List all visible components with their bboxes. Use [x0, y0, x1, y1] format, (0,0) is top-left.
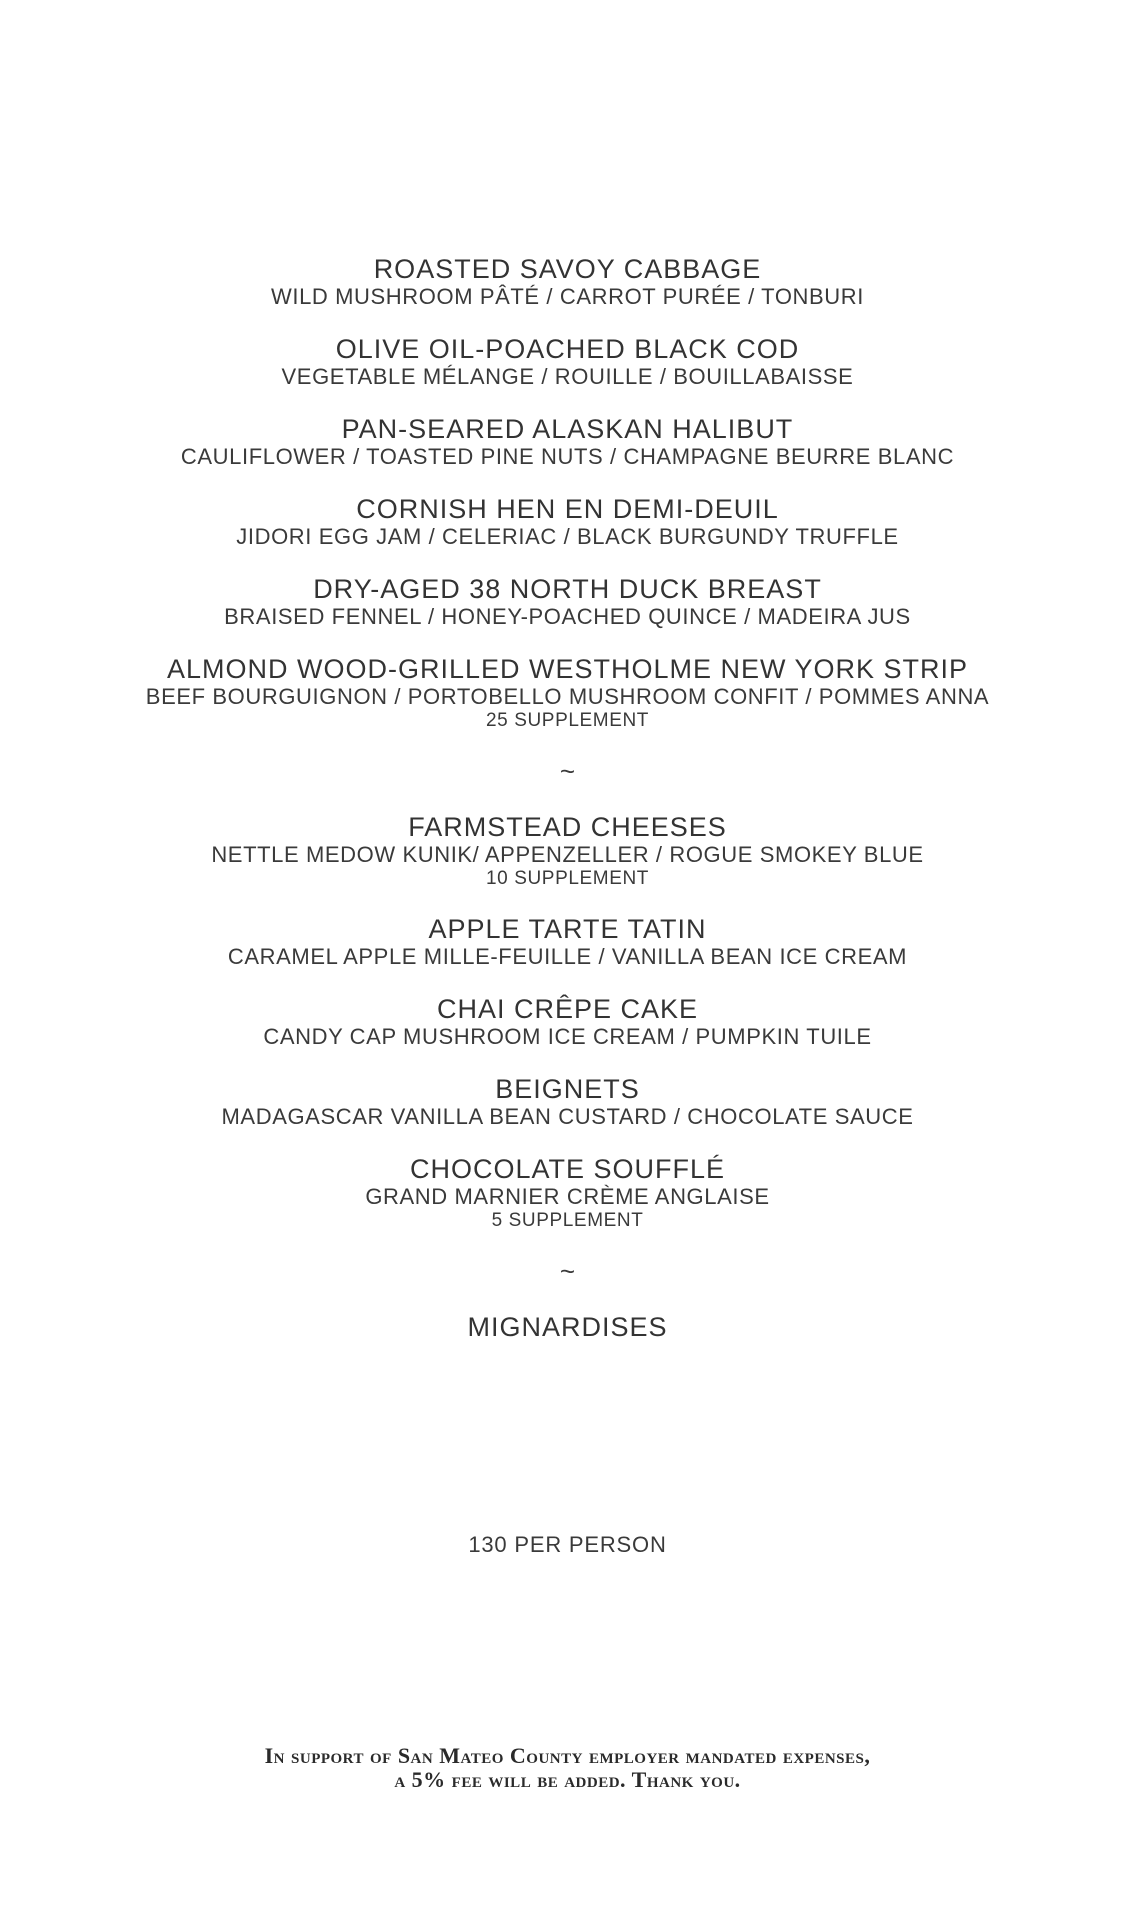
course-apple-tarte-tatin [0, 914, 1135, 970]
dish-description: MADAGASCAR VANILLA BEAN CUSTARD / CHOCOLATE SAUCE [221, 1104, 914, 1129]
course-cornish-hen [0, 494, 1135, 550]
dish-description: VEGETABLE MÉLANGE / ROUILLE / BOUILLABAISSE [281, 364, 854, 389]
dish-title: CHAI CRÊPE CAKE [436, 994, 699, 1024]
course-new-york-strip [0, 654, 1135, 732]
course-farmstead-cheeses [0, 812, 1135, 890]
dish-title: BEIGNETS [495, 1074, 640, 1104]
course-mignardises [0, 1312, 1135, 1342]
price-per-person: 130 PER PERSON [468, 1532, 667, 1557]
dish-title: CORNISH HEN EN DEMI-DEUIL [356, 494, 779, 524]
dish-title: ROASTED SAVOY CABBAGE [373, 254, 762, 284]
dish-title: OLIVE OIL-POACHED BLACK COD [335, 334, 800, 364]
dish-title: FARMSTEAD CHEESES [408, 812, 727, 842]
course-chocolate-souffle [0, 1154, 1135, 1232]
dish-title: MIGNARDISES [467, 1312, 668, 1342]
fee-notice [0, 1744, 1135, 1792]
menu [0, 254, 1135, 1342]
course-beignets [0, 1074, 1135, 1130]
dish-title: ALMOND WOOD-GRILLED WESTHOLME NEW YORK STRIP [166, 654, 969, 684]
dish-title: CHOCOLATE SOUFFLÉ [409, 1154, 726, 1184]
course-alaskan-halibut [0, 414, 1135, 470]
dish-supplement: 5 SUPPLEMENT [491, 1210, 644, 1231]
dish-description: CARAMEL APPLE MILLE-FEUILLE / VANILLA BEAN ICE CREAM [227, 944, 908, 969]
dish-description: BRAISED FENNEL / HONEY-POACHED QUINCE / MADEIRA JUS [224, 604, 911, 629]
dish-description: BEEF BOURGUIGNON / PORTOBELLO MUSHROOM CONFIT / POMMES ANNA [145, 684, 990, 709]
dish-description: NETTLE MEDOW KUNIK/ APPENZELLER / ROGUE SMOKEY BLUE [211, 842, 924, 867]
dish-title: DRY-AGED 38 NORTH DUCK BREAST [313, 574, 822, 604]
course-chai-crepe-cake [0, 994, 1135, 1050]
dish-title: PAN-SEARED ALASKAN HALIBUT [341, 414, 794, 444]
dish-description: CAULIFLOWER / TOASTED PINE NUTS / CHAMPAGNE BEURRE BLANC [180, 444, 955, 469]
tilde-divider: ~ [559, 1256, 576, 1286]
dish-description: GRAND MARNIER CRÈME ANGLAISE [365, 1184, 770, 1209]
dish-supplement: 25 SUPPLEMENT [485, 710, 650, 731]
dish-supplement: 10 SUPPLEMENT [485, 868, 650, 889]
course-roasted-savoy-cabbage [0, 254, 1135, 310]
course-black-cod [0, 334, 1135, 390]
dish-description: JIDORI EGG JAM / CELERIAC / BLACK BURGUNDY TRUFFLE [236, 524, 899, 549]
course-duck-breast [0, 574, 1135, 630]
tilde-divider: ~ [559, 756, 576, 786]
dish-description: CANDY CAP MUSHROOM ICE CREAM / PUMPKIN TUILE [263, 1024, 872, 1049]
dish-title: APPLE TARTE TATIN [428, 914, 707, 944]
dish-description: WILD MUSHROOM PÂTÉ / CARROT PURÉE / TONBURI [271, 284, 864, 309]
fee-notice-line-2: a 5% fee will be added. Thank you. [394, 1767, 741, 1792]
fee-notice-line-1: In support of San Mateo County employer mandated expenses, [264, 1743, 871, 1768]
